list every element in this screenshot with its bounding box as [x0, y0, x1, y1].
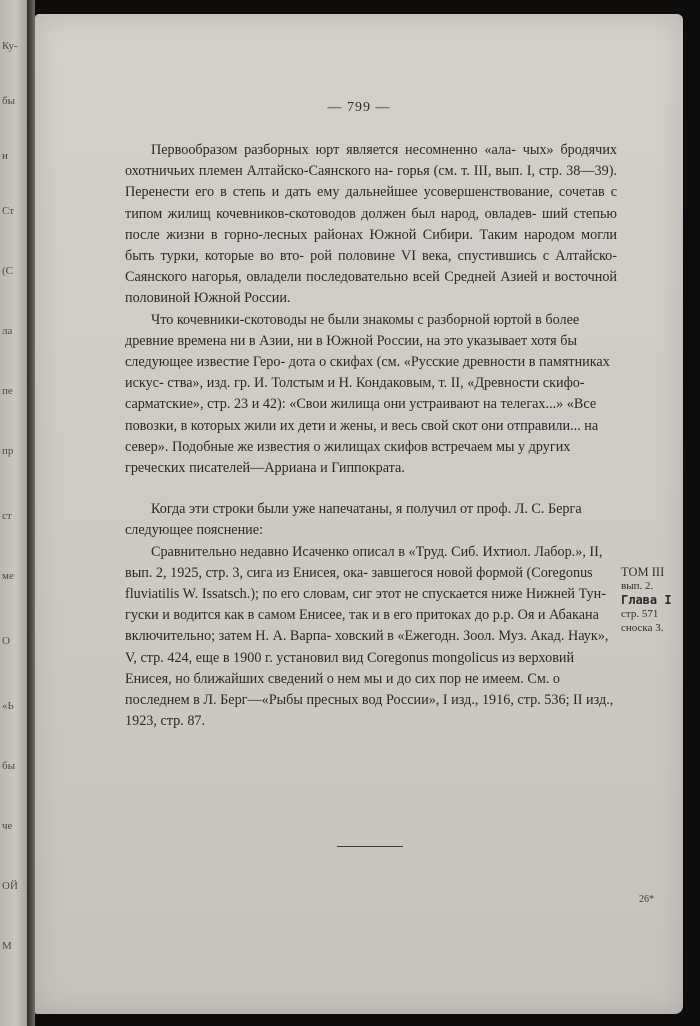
text-line: вод России», I изд., 1916, стр. 536; II изд., 1923, стр. 87. [125, 692, 614, 730]
page-body [125, 140, 617, 732]
left-page-fragment: пр [2, 445, 14, 457]
text-line: ховский в «Ежегодн. Зоол. Муз. Акад. Наук», V, стр. 424, [125, 628, 609, 666]
text-line: чых» бродячих охотничьих племен Алтайско-Саянского на- [125, 142, 618, 180]
text-line: и дать ему дальнейшее усовершенствование, сочетав с типом [125, 184, 618, 222]
left-page-fragment: ла [2, 325, 13, 337]
left-page-fragment: (С [2, 265, 13, 277]
margin-issue: вып. 2. [621, 580, 654, 592]
margin-footnote: сноска 3. [621, 622, 664, 634]
book-page [35, 14, 683, 1014]
text-line: «Древности скифо-сарматские», стр. 23 и 42): «Свои жилища [125, 375, 585, 413]
left-page-fragment: и [2, 150, 8, 162]
text-line: восточной половиной Южной России. [125, 269, 618, 307]
text-line: пор не имеем. См. о последнем в Л. Берг—«Рыбы пресных [125, 670, 561, 709]
text-line: Подобные же известия о жилищах скифов встречаем мы у [171, 438, 526, 455]
left-page-fragment: «Ь [2, 700, 14, 712]
left-page-fragment: Ку- [2, 40, 18, 52]
text-line: их дети и жены, и весь свой скот они отправили... на север». [125, 417, 599, 455]
text-line: ства», изд. гр. И. Толстым и Н. Кондаковым, т. II, [167, 375, 464, 392]
text-line: Сравнительно недавно Исаченко описал в «Труд. Сиб. [151, 543, 479, 560]
text-line: жилищ кочевников-скотоводов должен был народ, овладев- [167, 205, 537, 222]
text-line: Что кочевники-скотоводы не были знакомы с разборной [151, 311, 490, 328]
left-page-fragment: че [2, 820, 13, 832]
paragraph-origin-of-yurts [125, 140, 617, 310]
printer-signature-mark: 26* [639, 894, 654, 905]
text-line: Сибири. Таким народом могли быть турки, которые во вто- [125, 226, 617, 265]
text-line: ший степью после жизни в горно-лесных районах Южной [125, 205, 618, 243]
text-line: они устраивают на телегах...» «Все повозки, в которых жили [125, 396, 597, 434]
paragraph-addendum-intro [125, 499, 617, 541]
text-line: Первообразом разборных юрт является несомненно «ала- [151, 142, 516, 158]
previous-page-edge [0, 0, 27, 1026]
text-line: гуски и водится как в самом Енисее, так и в его притоках [125, 607, 472, 624]
text-line: до р.р. Оя и Абакана включительно; затем Н. А. Варпа- [125, 607, 599, 645]
text-line: юртой в более древние времена ни в Азии, ни в Южной [125, 311, 580, 349]
left-page-fragment: М [2, 940, 12, 952]
paragraph-herodotus [125, 310, 617, 480]
text-line: России, на это указывает хотя бы следующее известие Геро- [125, 332, 577, 371]
section-divider [337, 846, 403, 847]
paragraph-berg-note [125, 542, 617, 733]
paragraph-gap [125, 479, 617, 499]
left-page-fragment: бы [2, 760, 15, 772]
left-page-fragment: О [2, 635, 10, 647]
text-line: горья (см. т. III, вып. I, стр. 38—39). Перенести его в степь [125, 163, 617, 201]
left-page-fragment: бы [2, 95, 15, 107]
text-line: рой половине VI века, спустившись с Алтайско-Саянского [125, 248, 617, 286]
margin-reference-note [621, 565, 683, 635]
left-page-fragment: ОЙ [2, 880, 18, 892]
page-number: — 799 — [327, 100, 391, 115]
text-line: Ихтиол. Лабор.», II, вып. 2, 1925, стр. 3, сига из Енисея, ока- [125, 543, 603, 581]
left-page-fragment: Ст [2, 205, 14, 217]
text-line: дота о скифах (см. «Русские древности в памятниках искус- [125, 354, 610, 392]
text-line: по его словам, сиг этот не спускается ниже Нижней Тун- [262, 586, 606, 603]
margin-volume: ТОМ III [621, 565, 665, 579]
margin-chapter: Глава I [621, 593, 672, 607]
text-line: верховий Енисея, но ближайших сведений о нем мы и до сих [125, 649, 575, 687]
text-line: Когда эти строки были уже напечатаны, я получил от [151, 501, 474, 518]
text-line: нагорья, овладели последовательно всей Средней Азией и [191, 269, 550, 286]
text-line: проф. Л. С. Берга следующее пояснение: [125, 501, 582, 539]
text-line: еще в 1900 г. установил вид Coregonus mongolicus из [195, 649, 515, 666]
margin-page: стр. 571 [621, 608, 659, 620]
text-line: других греческих писателей—Арриана и Гиппократа. [125, 438, 571, 477]
left-page-fragment: ст [2, 510, 12, 522]
book-gutter [27, 0, 35, 1026]
left-page-fragment: пе [2, 385, 13, 397]
text-line: завшегося новой формой (Coregonus fluviatilis W. Issatsch.); [125, 564, 593, 603]
left-page-fragment: ме [2, 570, 14, 582]
